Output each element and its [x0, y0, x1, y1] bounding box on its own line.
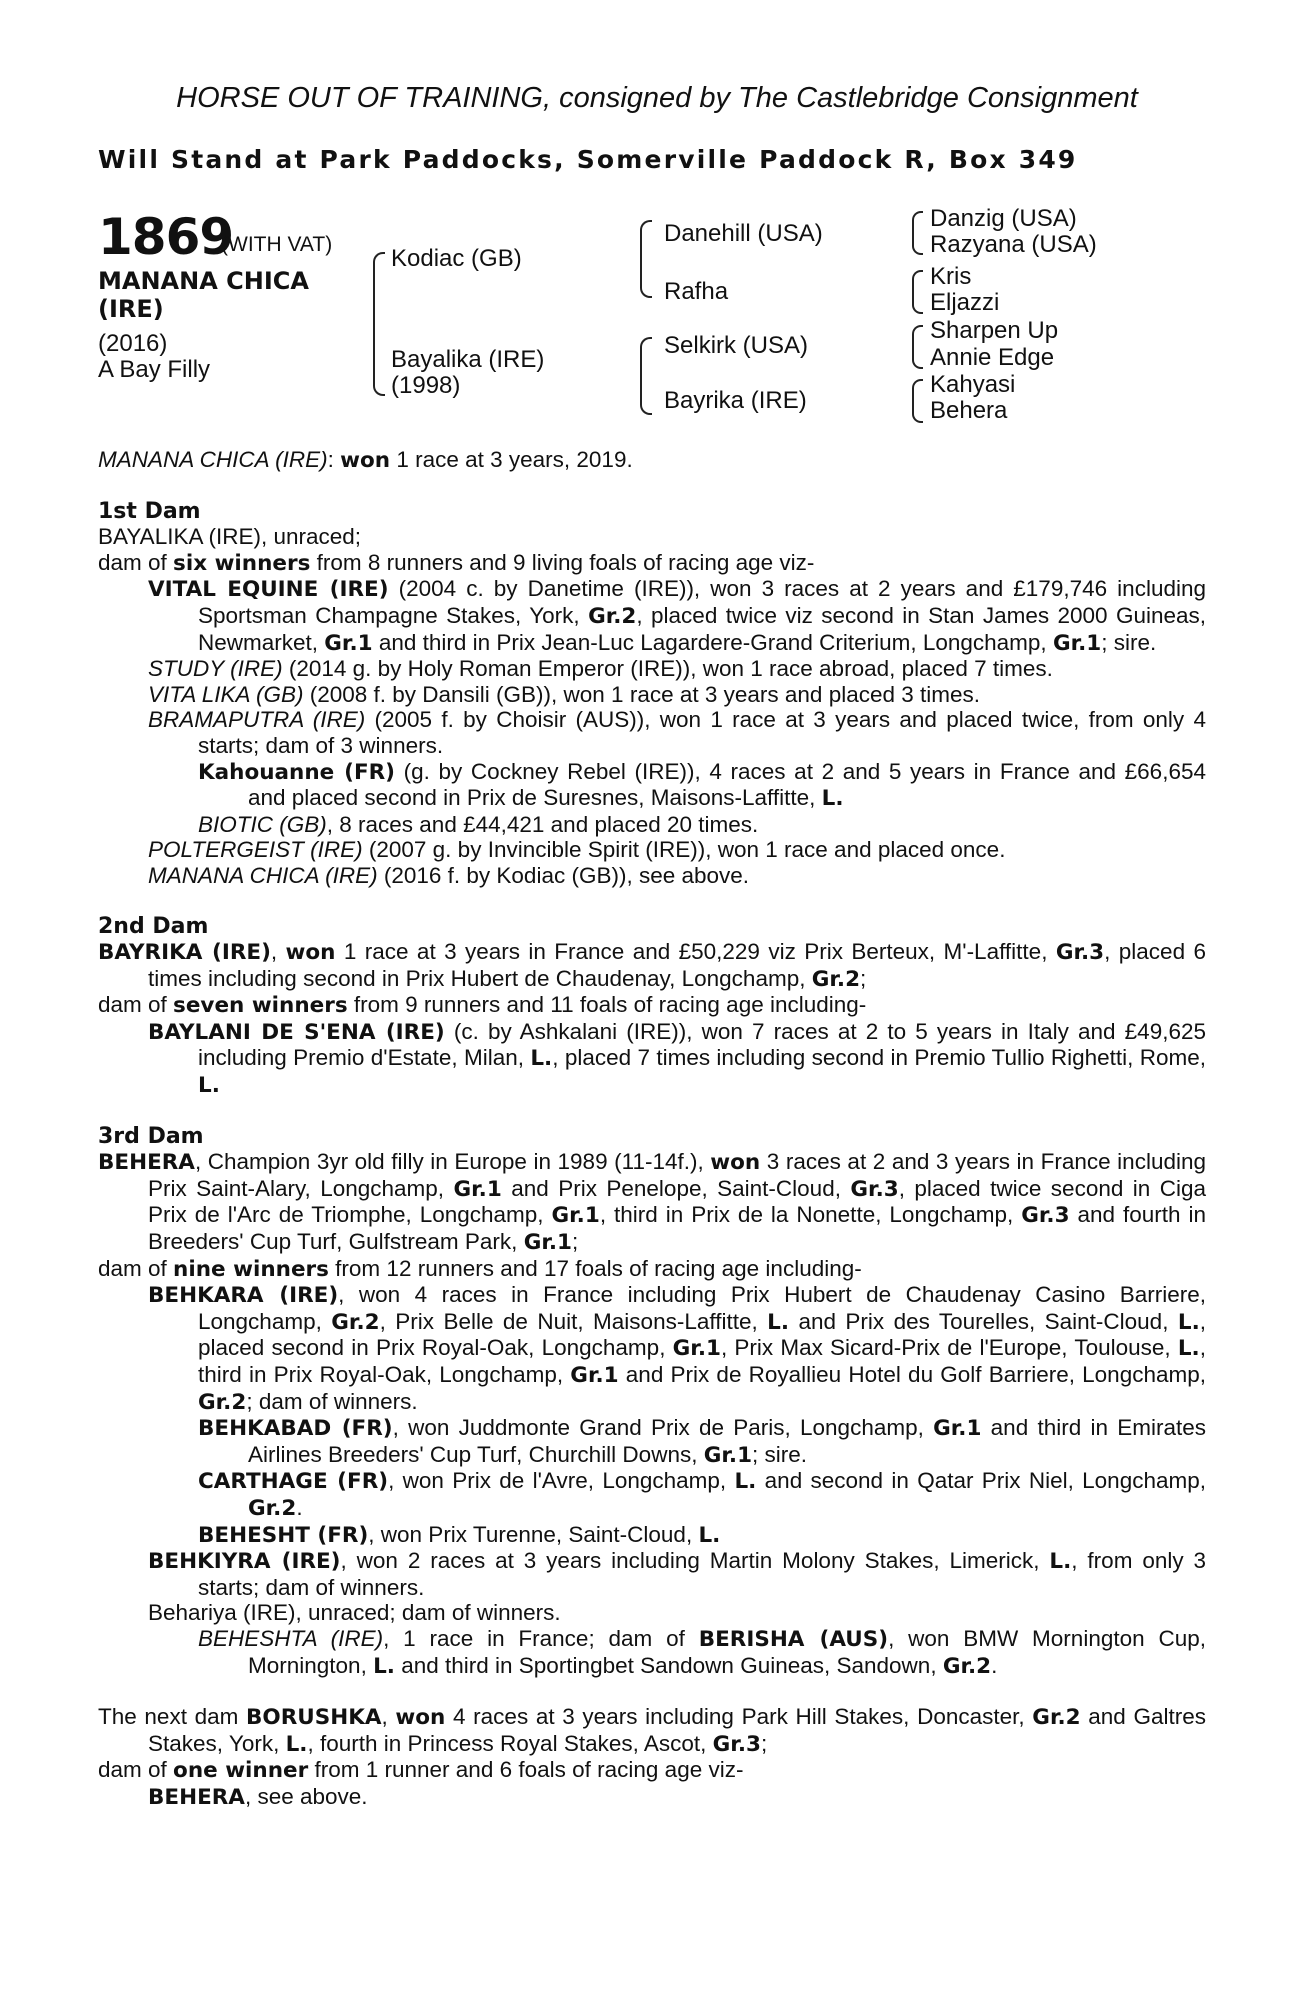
pedigree-brace [640, 220, 652, 298]
pedigree-brace [912, 379, 923, 423]
produce-entry: STUDY (IRE) (2014 g. by Holy Roman Emperor (IRE)), won 1 race abroad, placed 7 times. [148, 656, 1053, 682]
horse-name-line2: (IRE) [98, 295, 164, 323]
produce-entry: Behariya (IRE), unraced; dam of winners. [148, 1600, 561, 1626]
pedigree-g7: Kahyasi [930, 371, 1016, 398]
catalogue-body [98, 447, 1206, 1811]
pedigree-g1: Danzig (USA) [930, 205, 1077, 232]
race-summary: MANANA CHICA (IRE): won 1 race at 3 years, 2019. [98, 447, 633, 473]
first-dam-line: BAYALIKA (IRE), unraced; [98, 524, 362, 550]
consignment-header: HORSE OUT OF TRAINING, consigned by The Castlebridge Consignment [176, 82, 1138, 114]
stand-location: Will Stand at Park Paddocks, Somerville Paddock R, Box 349 [98, 145, 1078, 174]
second-dam-heading: 2nd Dam [98, 913, 209, 939]
produce-entry: BEHKABAD (FR), won Juddmonte Grand Prix de Paris, Longchamp, Gr.1 and third in Emirates Airlines Breeders' Cup Turf, Churchill Downs, Gr.1; sire. [198, 1415, 1206, 1468]
produce-entry: VITA LIKA (GB) (2008 f. by Dansili (GB)), won 1 race at 3 years and placed 3 times. [148, 681, 981, 707]
third-dam-produce: dam of nine winners from 12 runners and 17 foals of racing age including- [98, 1255, 862, 1282]
produce-entry: VITAL EQUINE (IRE) (2004 c. by Danetime (IRE)), won 3 races at 2 years and £179,746 including Sportsman Champagne Stakes, York, Gr.2, placed twice viz second in Stan James 2000 Guineas, Newmarket, Gr.1 and third in Prix Jean-Luc Lagardere-Grand Criterium, Longchamp, Gr.1; sire. [148, 576, 1206, 656]
pedigree-sire-sire: Danehill (USA) [664, 220, 823, 247]
pedigree-brace [912, 325, 923, 369]
pedigree-g5: Sharpen Up [930, 317, 1059, 344]
produce-entry: POLTERGEIST (IRE) (2007 g. by Invincible Spirit (IRE)), won 1 race and placed once. [148, 837, 1006, 863]
summary-horse: MANANA CHICA (IRE) [98, 447, 328, 472]
produce-entry: BEHERA, see above. [148, 1783, 368, 1810]
pedigree-dam-sire: Selkirk (USA) [664, 332, 809, 359]
produce-entry: CARTHAGE (FR), won Prix de l'Avre, Longchamp, L. and second in Qatar Prix Niel, Longchamp, Gr.2. [198, 1468, 1206, 1521]
third-dam-entry: BEHERA, Champion 3yr old filly in Europe in 1989 (11-14f.), won 3 races at 2 and 3 years in France including Prix Saint-Alary, Longchamp, Gr.1 and Prix Penelope, Saint-Cloud, Gr.3, placed twice second in Ciga Prix de l'Arc de Triomphe, Longchamp, Gr.1, third in Prix de la Nonette, Longchamp, Gr.3 and fourth in Breeders' Cup Turf, Gulfstream Park, Gr.1; [98, 1149, 1207, 1256]
next-dam-entry: The next dam BORUSHKA, won 4 races at 3 years including Park Hill Stakes, Doncaster, Gr.2 and Galtres Stakes, York, L., fourth in Princess Royal Stakes, Ascot, Gr.3; [98, 1704, 1206, 1757]
pedigree-g6: Annie Edge [930, 344, 1055, 371]
pedigree-dam-dam: Bayrika (IRE) [664, 387, 807, 414]
second-dam-entry: BAYRIKA (IRE), won 1 race at 3 years in France and £50,229 viz Prix Berteux, M'-Laffitte, Gr.3, placed 6 times including second in Prix Hubert de Chaudenay, Longchamp, Gr.2; [98, 939, 1206, 992]
vat-note: (WITH VAT) [221, 233, 333, 256]
pedigree-g3: Kris [930, 263, 972, 290]
first-dam-heading: 1st Dam [98, 498, 201, 524]
horse-description: A Bay Filly [98, 356, 211, 383]
pedigree-brace [912, 270, 923, 314]
produce-entry: BEHESHT (FR), won Prix Turenne, Saint-Cloud, L. [198, 1521, 721, 1548]
pedigree-sire: Kodiac (GB) [391, 245, 522, 272]
pedigree-sire-dam: Rafha [664, 278, 729, 305]
pedigree-g2: Razyana (USA) [930, 231, 1097, 258]
produce-entry: Kahouanne (FR) (g. by Cockney Rebel (IRE)), 4 races at 2 and 5 years in France and £66,654 and placed second in Prix de Suresnes, Maisons-Laffitte, L. [198, 758, 1206, 812]
produce-entry: BEHKARA (IRE), won 4 races in France including Prix Hubert de Chaudenay Casino Barriere, Longchamp, Gr.2, Prix Belle de Nuit, Maisons-Laffitte, L. and Prix des Tourelles, Saint-Cloud, L., placed second in Prix Royal-Oak, Longchamp, Gr.1, Prix Max Sicard-Prix de l'Europe, Toulouse, L., third in Prix Royal-Oak, Longchamp, Gr.1 and Prix de Royallieu Hotel du Golf Barriere, Longchamp, Gr.2; dam of winners. [148, 1282, 1207, 1415]
pedigree-dam-year: (1998) [391, 372, 461, 399]
pedigree-brace [373, 252, 385, 396]
horse-name [98, 267, 348, 323]
pedigree-g4: Eljazzi [930, 289, 1000, 316]
produce-entry: BEHKIYRA (IRE), won 2 races at 3 years including Martin Molony Stakes, Limerick, L., from only 3 starts; dam of winners. [148, 1548, 1206, 1600]
pedigree-brace [912, 211, 923, 255]
second-dam-produce: dam of seven winners from 9 runners and 11 foals of racing age including- [98, 992, 867, 1019]
third-dam-heading: 3rd Dam [98, 1123, 204, 1149]
horse-year: (2016) [98, 330, 168, 357]
produce-entry: BEHESHTA (IRE), 1 race in France; dam of BERISHA (AUS), won BMW Mornington Cup, Mornington, L. and third in Sportingbet Sandown Guineas, Sandown, Gr.2. [198, 1625, 1206, 1679]
pedigree-dam: Bayalika (IRE) [391, 346, 545, 373]
pedigree-g8: Behera [930, 397, 1008, 424]
horse-name-line1: MANANA CHICA [98, 267, 309, 295]
next-dam-produce: dam of one winner from 1 runner and 6 foals of racing age viz- [98, 1757, 744, 1784]
produce-entry: BIOTIC (GB), 8 races and £44,421 and placed 20 times. [198, 811, 759, 837]
produce-entry: MANANA CHICA (IRE) (2016 f. by Kodiac (GB)), see above. [148, 862, 750, 888]
lot-number: 1869 [98, 208, 234, 266]
first-dam-produce: dam of six winners from 8 runners and 9 living foals of racing age viz- [98, 549, 815, 576]
produce-entry: BRAMAPUTRA (IRE) (2005 f. by Choisir (AUS)), won 1 race at 3 years and placed twice, from only 4 starts; dam of 3 winners. [148, 707, 1206, 758]
produce-entry: BAYLANI DE S'ENA (IRE) (c. by Ashkalani (IRE)), won 7 races at 2 to 5 years in Italy and £49,625 including Premio d'Estate, Milan, L., placed 7 times including second in Premio Tullio Righetti, Rome, L. [148, 1018, 1206, 1099]
pedigree-brace [640, 337, 652, 415]
